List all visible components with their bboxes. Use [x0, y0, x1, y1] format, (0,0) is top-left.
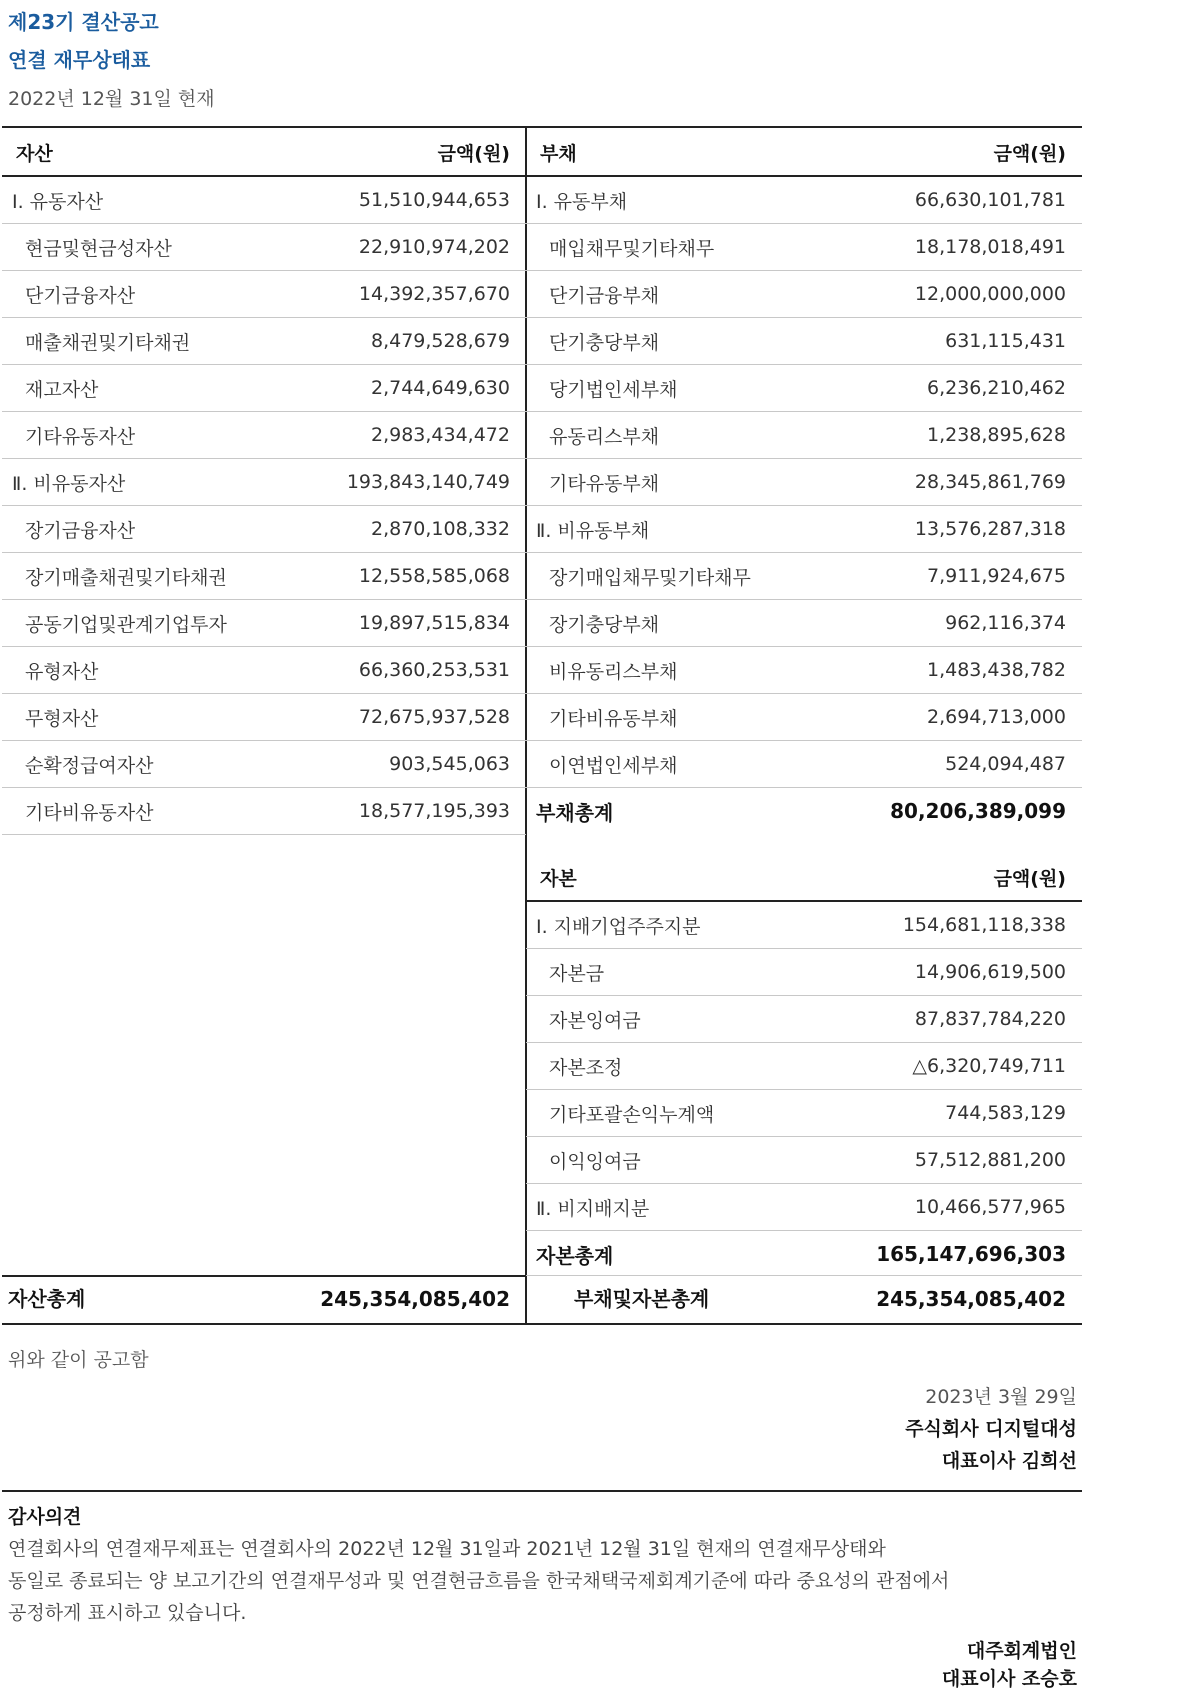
asset-item-name: Ⅰ. 유동자산 — [2, 176, 292, 224]
liability-item-value: 13,576,287,318 — [826, 506, 1082, 553]
asset-row — [2, 647, 526, 694]
asset-item-value: 66,360,253,531 — [292, 647, 526, 694]
liability-total-label: 부채총계 — [536, 800, 614, 825]
liability-total-value: 80,206,389,099 — [890, 799, 1066, 823]
equity-row — [526, 1090, 1082, 1137]
asset-item-value: 2,983,434,472 — [292, 412, 526, 459]
equity-item-name: 기타포괄손익누계액 — [526, 1090, 826, 1137]
asset-item-value: 2,870,108,332 — [292, 506, 526, 553]
liability-item-name: 기타비유동부채 — [526, 694, 826, 741]
equity-row — [526, 1137, 1082, 1184]
asset-item-value: 22,910,974,202 — [292, 224, 526, 271]
asset-item-value: 903,545,063 — [292, 741, 526, 788]
assets-total-top-border — [2, 1275, 526, 1277]
asset-row — [2, 224, 526, 271]
equity-item-value: △6,320,749,711 — [826, 1043, 1082, 1090]
asset-item-name: 공동기업및관계기업투자 — [2, 600, 292, 647]
equity-row — [526, 949, 1082, 996]
audit-title: 감사의견 — [8, 1506, 82, 1528]
company-name: 주식회사 디지털대성 — [905, 1418, 1077, 1440]
liability-item-name: 단기금융부채 — [526, 271, 826, 318]
grand-total-top-border — [526, 1275, 1082, 1276]
asset-row — [2, 788, 526, 835]
equity-item-value: 154,681,118,338 — [826, 901, 1082, 949]
liability-total-row — [526, 788, 1082, 835]
equity-row — [526, 901, 1082, 949]
asset-item-value: 19,897,515,834 — [292, 600, 526, 647]
liability-item-name: Ⅰ. 유동부채 — [526, 176, 826, 224]
liability-row — [526, 694, 1082, 741]
equity-item-name: 자본잉여금 — [526, 996, 826, 1043]
liabilities-header-amount: 금액(원) — [826, 129, 1082, 176]
equity-row — [526, 1184, 1082, 1231]
liability-item-name: 당기법인세부채 — [526, 365, 826, 412]
table-top-border — [2, 126, 1082, 128]
assets-table — [2, 129, 526, 835]
liability-row — [526, 365, 1082, 412]
asset-row — [2, 412, 526, 459]
equity-header-label: 자본 — [526, 854, 826, 901]
asset-item-value: 193,843,140,749 — [292, 459, 526, 506]
equity-header-amount: 금액(원) — [826, 854, 1082, 901]
liabilities-header-label: 부채 — [526, 129, 826, 176]
audit-opinion-line: 공정하게 표시하고 있습니다. — [8, 1602, 247, 1624]
liability-row — [526, 741, 1082, 788]
liability-item-value: 6,236,210,462 — [826, 365, 1082, 412]
grand-total-value: 245,354,085,402 — [876, 1287, 1066, 1311]
liability-row — [526, 506, 1082, 553]
liability-row — [526, 271, 1082, 318]
statement-date: 2022년 12월 31일 현재 — [8, 88, 215, 110]
asset-item-value: 2,744,649,630 — [292, 365, 526, 412]
equity-item-name: 자본조정 — [526, 1043, 826, 1090]
liability-item-name: 유동리스부채 — [526, 412, 826, 459]
liability-item-value: 631,115,431 — [826, 318, 1082, 365]
equity-total-value: 165,147,696,303 — [876, 1242, 1066, 1266]
company-representative: 대표이사 김희선 — [941, 1450, 1077, 1472]
asset-row — [2, 271, 526, 318]
equity-item-value: 14,906,619,500 — [826, 949, 1082, 996]
liability-item-value: 66,630,101,781 — [826, 176, 1082, 224]
liability-row — [526, 412, 1082, 459]
equity-row — [526, 996, 1082, 1043]
equity-total-row — [526, 1231, 1082, 1278]
asset-item-name: 장기금융자산 — [2, 506, 292, 553]
asset-item-name: 유형자산 — [2, 647, 292, 694]
asset-row — [2, 365, 526, 412]
equity-item-name: Ⅱ. 비지배지분 — [526, 1184, 826, 1231]
audit-representative: 대표이사 조승호 — [941, 1668, 1077, 1690]
liability-item-name: 비유동리스부채 — [526, 647, 826, 694]
asset-item-name: 무형자산 — [2, 694, 292, 741]
liability-item-value: 28,345,861,769 — [826, 459, 1082, 506]
asset-item-name: 장기매출채권및기타채권 — [2, 553, 292, 600]
audit-opinion-line: 연결회사의 연결재무제표는 연결회사의 2022년 12월 31일과 2021년 12월 31일 현재의 연결재무상태와 — [8, 1538, 886, 1560]
asset-item-name: 매출채권및기타채권 — [2, 318, 292, 365]
equity-item-name: 이익잉여금 — [526, 1137, 826, 1184]
equity-table — [526, 854, 1082, 1277]
liabilities-table — [526, 129, 1082, 834]
grand-total-label: 부채및자본총계 — [574, 1287, 710, 1311]
asset-row — [2, 459, 526, 506]
liability-item-name: Ⅱ. 비유동부채 — [526, 506, 826, 553]
assets-total-value: 245,354,085,402 — [320, 1287, 510, 1311]
liability-item-value: 1,238,895,628 — [826, 412, 1082, 459]
liability-row — [526, 553, 1082, 600]
asset-item-value: 72,675,937,528 — [292, 694, 526, 741]
statement-title: 연결 재무상태표 — [8, 48, 151, 72]
announcement-text: 위와 같이 공고함 — [8, 1349, 149, 1371]
liability-row — [526, 176, 1082, 224]
asset-item-value: 12,558,585,068 — [292, 553, 526, 600]
totals-row — [2, 1276, 1082, 1325]
liability-row — [526, 600, 1082, 647]
asset-item-name: 현금및현금성자산 — [2, 224, 292, 271]
asset-item-name: Ⅱ. 비유동자산 — [2, 459, 292, 506]
asset-item-name: 순확정급여자산 — [2, 741, 292, 788]
asset-row — [2, 176, 526, 224]
asset-row — [2, 506, 526, 553]
assets-total-label: 자산총계 — [8, 1287, 86, 1311]
asset-item-name: 기타비유동자산 — [2, 788, 292, 835]
liability-item-value: 2,694,713,000 — [826, 694, 1082, 741]
liability-item-name: 매입채무및기타채무 — [526, 224, 826, 271]
equity-item-value: 10,466,577,965 — [826, 1184, 1082, 1231]
asset-item-value: 8,479,528,679 — [292, 318, 526, 365]
asset-row — [2, 694, 526, 741]
assets-header-label: 자산 — [2, 129, 292, 176]
asset-item-name: 단기금융자산 — [2, 271, 292, 318]
liability-row — [526, 459, 1082, 506]
liability-item-value: 1,483,438,782 — [826, 647, 1082, 694]
audit-opinion-line: 동일로 종료되는 양 보고기간의 연결재무성과 및 연결현금흐름을 한국채택국제회계기준에 따라 중요성의 관점에서 — [8, 1570, 950, 1592]
equity-item-value: 57,512,881,200 — [826, 1137, 1082, 1184]
liability-item-name: 이연법인세부채 — [526, 741, 826, 788]
asset-item-name: 기타유동자산 — [2, 412, 292, 459]
asset-item-name: 재고자산 — [2, 365, 292, 412]
liability-item-value: 524,094,487 — [826, 741, 1082, 788]
liability-item-value: 7,911,924,675 — [826, 553, 1082, 600]
asset-row — [2, 600, 526, 647]
page-title: 제23기 결산공고 — [8, 10, 159, 34]
liability-item-name: 단기충당부채 — [526, 318, 826, 365]
liability-item-name: 장기충당부채 — [526, 600, 826, 647]
liability-row — [526, 224, 1082, 271]
liability-item-name: 장기매입채무및기타채무 — [526, 553, 826, 600]
equity-item-name: 자본금 — [526, 949, 826, 996]
liability-item-value: 18,178,018,491 — [826, 224, 1082, 271]
audit-firm: 대주회계법인 — [966, 1640, 1077, 1662]
assets-header-row — [2, 129, 526, 176]
liability-row — [526, 647, 1082, 694]
audit-separator — [2, 1490, 1082, 1492]
asset-item-value: 18,577,195,393 — [292, 788, 526, 835]
asset-row — [2, 318, 526, 365]
equity-total-label: 자본총계 — [536, 1243, 614, 1268]
asset-row — [2, 553, 526, 600]
equity-item-name: Ⅰ. 지배기업주주지분 — [526, 901, 826, 949]
liability-item-value: 12,000,000,000 — [826, 271, 1082, 318]
asset-item-value: 51,510,944,653 — [292, 176, 526, 224]
equity-header-row — [526, 854, 1082, 901]
announcement-date: 2023년 3월 29일 — [925, 1386, 1077, 1408]
liability-row — [526, 318, 1082, 365]
liability-item-name: 기타유동부채 — [526, 459, 826, 506]
assets-header-amount: 금액(원) — [292, 129, 526, 176]
equity-item-value: 87,837,784,220 — [826, 996, 1082, 1043]
liabilities-header-row — [526, 129, 1082, 176]
equity-item-value: 744,583,129 — [826, 1090, 1082, 1137]
liability-item-value: 962,116,374 — [826, 600, 1082, 647]
equity-row — [526, 1043, 1082, 1090]
asset-row — [2, 741, 526, 788]
asset-item-value: 14,392,357,670 — [292, 271, 526, 318]
